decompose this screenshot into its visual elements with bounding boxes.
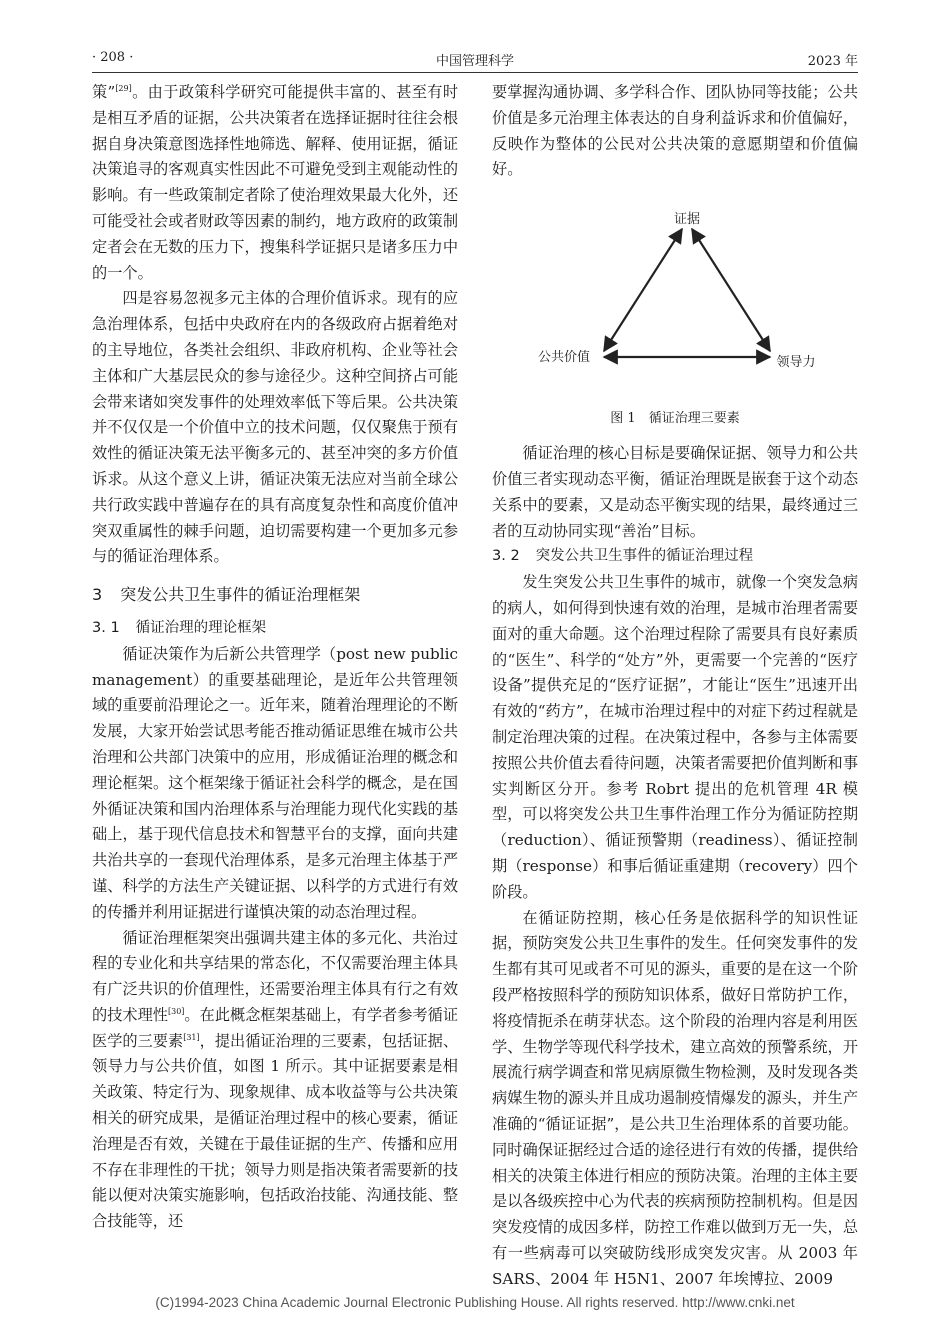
paragraph: 循证治理框架突出强调共建主体的多元化、共治过程的专业化和共享结果的常态化，不仅需要治理主体具有广泛共识的价值理性，还需要治理主体具有行之有效的技术理性[30]。在此概念框架基础上，有学者参考循证医学的三要素[31]，提出循证治理的三要素，包括证据、领导力与公共价值，如图 1 所示。其中证据要素是相关政策、特定行为、现象规律、成本收益等与公共决策相关的研究成果，是循证治理过程中的核心要素，循证治理是否有效，关键在于最佳证据的生产、传播和应用不存在非理性的干扰；领导力则是指决策者需要新的技能以便对决策实施影响，包括政治技能、沟通技能、整合技能等，还 [92,928,459,1231]
paragraph: 要掌握沟通协调、多学科合作、团队协同等技能；公共价值是多元治理主体表达的自身利益诉求和价值偏好，反映作为整体的公民对公共决策的意愿期望和价值偏好。 [492,83,858,179]
paragraph: 四是容易忽视多元主体的合理价值诉求。现有的应急治理体系，包括中央政府在内的各级政府占据着绝对的主导地位，各类社会组织、非政府机构、企业等社会主体和广大基层民众的参与途径少。这种空间挤占可能会带来诸如突发事件的处理效率低下等后果。公共决策并不仅仅是一个价值中立的技术问题，仅仅聚焦于预有效性的循证决策无法平衡多元的、甚至冲突的多方价值诉求。从这个意义上讲，循证决策无法应对当前全球公共行政实践中普遍存在的具有高度复杂性和高度价值冲突双重属性的棘手问题，迫切需要构建一个更加多元参与的循证治理体系。 [92,289,458,566]
subsection-heading: 3. 2 突发公共卫生事件的循证治理过程 [492,548,754,565]
paragraph: 发生突发公共卫生事件的城市，就像一个突发急病的病人，如何得到快速有效的治理，是城市治理者需要面对的重大命题。这个治理过程除了需要具有良好素质的“医生”、科学的“处方”外，更需要一个完善的“医疗设备”提供充足的“医疗证据”，才能让“医生”迅速开出有效的“药方”，在城市治理过程中的对症下药过程就是制定治理决策的过程。在决策过程中，各参与主体需要按照公共价值去看待问题，决策者需要把价值判断和事实判断区分开。参考 Robrt 提出的危机管理 4R 模型，可以将突发公共卫生事件治理工作分为循证防控期（reduction）、循证预警期（readiness）、循证控制期（response）和事后循证重建期（recovery）四个阶段。 [492,573,858,901]
copyright-footer: (C)1994-2023 China Academic Journal Electronic Publishing House. All rights reserved. http://www.cnki.net [155,1295,795,1310]
paragraph: 循证治理的核心目标是要确保证据、领导力和公共价值三者实现动态平衡，循证治理既是嵌套于这个动态关系中的要素，又是动态平衡实现的结果，最终通过三者的互动协同实现“善治”目标。 [492,444,858,540]
arrow-evidence-public-value [604,229,682,351]
citation: [30] [168,1006,185,1016]
subsection-heading: 3. 1 循证治理的理论框架 [92,619,267,636]
journal-year: 2023 年 [807,54,858,69]
arrow-evidence-leadership [692,229,770,351]
paragraph: 策”[29]。由于政策科学研究可能提供丰富的、甚至有时是相互矛盾的证据，公共决策者在选择证据时往往会根据自身决策意图选择性地筛选、解释、使用证据，循证决策追寻的客观真实性因此不可避免受到主观能动性的影响。有一些政策制定者除了使治理效果最大化外，还可能受社会或者财政等因素的制约，地方政府的政策制定者会在无数的压力下，搜集科学证据只是诸多压力中的一个。 [92,83,459,282]
journal-title: 中国管理科学 [435,54,514,69]
label-public-value: 公共价值 [537,350,591,366]
paragraph: 循证决策作为后新公共管理学（post new public management）的重要基础理论，是近年公共管理领域的重要前沿理论之一。近年来，随着治理理论的不断发展，大家开始尝试思考能否推动循证思维在城市公共治理和公共部门决策中的应用，形成循证治理的概念和理论框架。这个框架缘于循证社会科学的概念，是在国外循证决策和国内治理体系与治理能力现代化实践的基础上，基于现代信息技术和智慧平台的支撑，面向共建共治共享的一套现代治理体系，是多元治理主体基于严谨、科学的方法生产关键证据、以科学的方式进行有效的传播并利用证据进行谨慎决策的动态治理过程。 [92,644,458,921]
label-leadership: 领导力 [776,355,816,371]
section-heading: 3 突发公共卫生事件的循证治理框架 [92,585,361,605]
citation: [31] [183,1032,200,1042]
citation: [29] [115,83,132,93]
paragraph: 在循证防控期，核心任务是依据科学的知识性证据，预防突发公共卫生事件的发生。任何突发事件的发生都有其可见或者不可见的源头，重要的是在这一个阶段严格按照科学的预防知识体系，做好日常防护工作，将疫情扼杀在萌芽状态。这个阶段的治理内容是利用医学、生物学等现代科学技术，建立高效的预警系统，开展流行病学调查和常见病原微生物检测，及时发现各类病媒生物的源头并且成功遏制疫情爆发的源头，并生产准确的“循证证据”，是公共卫生治理体系的首要功能。同时确保证据经过合适的途径进行有效的传播，提供给相关的决策主体进行相应的预防决策。治理的主体主要是以各级疾控中心为代表的疾病预防控制机构。但是因突发疫情的成因多样，防控工作难以做到万无一失，总有一些病毒可以突破防线形成突发灾害。从 2003 年 SARS、2004 年 H5N1、2007 年埃博拉、2009 [492,908,858,1288]
label-evidence: 证据 [673,212,701,228]
figure-1 [492,191,858,403]
right-column [492,80,858,1292]
left-column [92,80,458,1235]
header-rule [92,72,858,73]
figure-caption: 图 1 循证治理三要素 [610,411,740,427]
triangle-diagram [492,191,858,403]
page-header [92,50,858,70]
page-number: · 208 · [92,50,134,65]
